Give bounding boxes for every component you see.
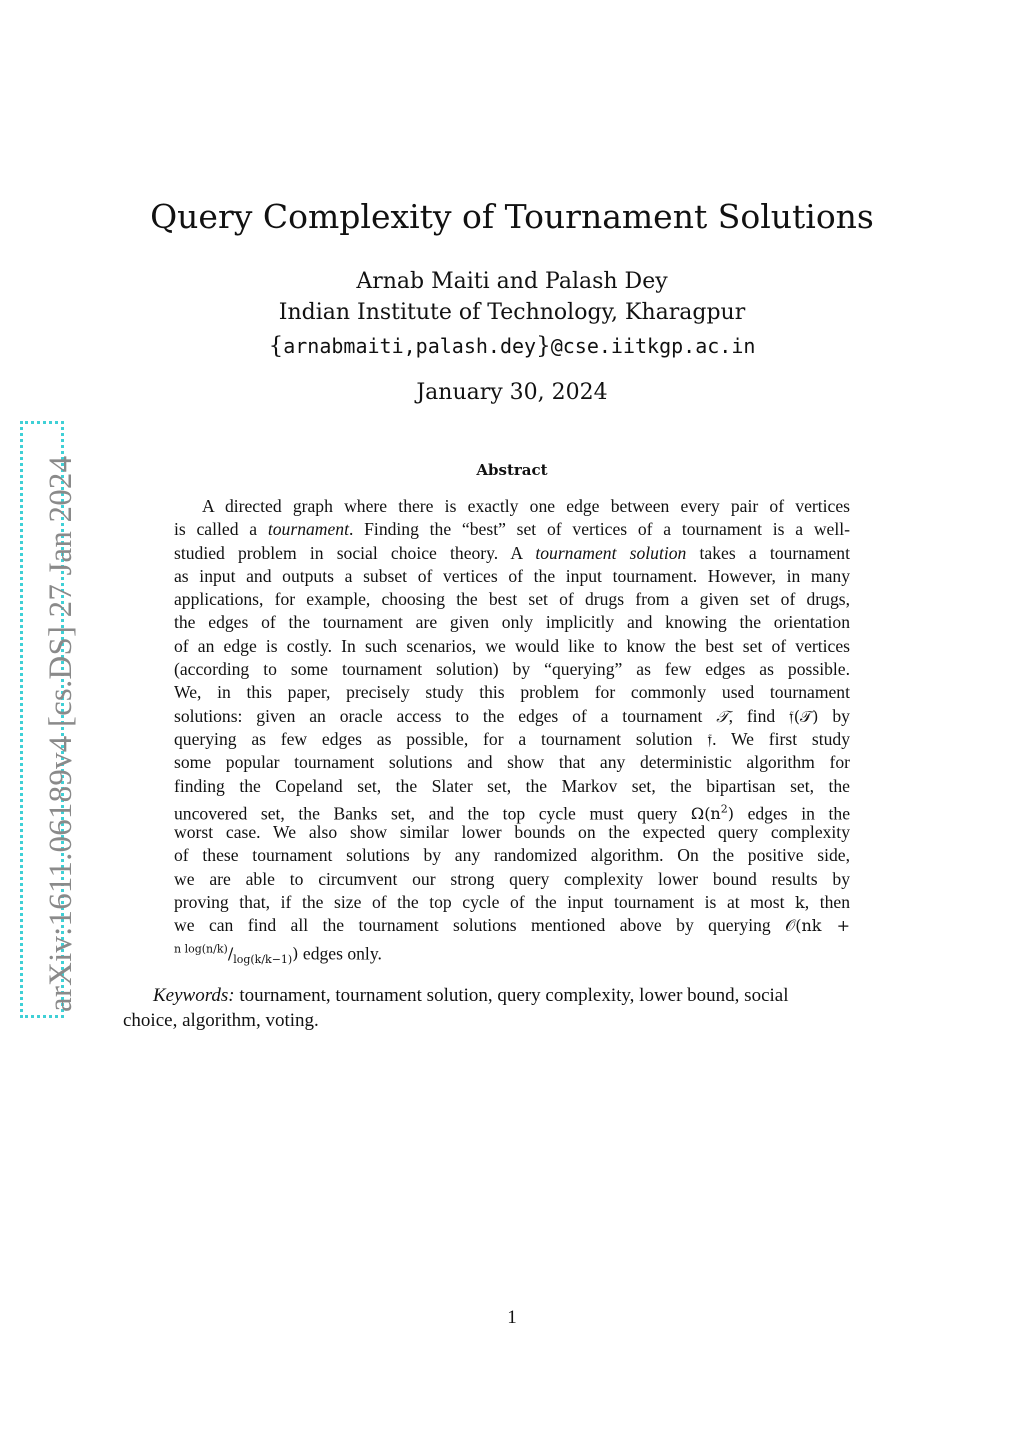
abstract-line: some popular tournament solutions and show that any deterministic algorithm for (174, 752, 850, 773)
abstract-line: we are able to circumvent our strong query complexity lower bound results by (174, 868, 850, 889)
term-tournament-solution: tournament solution (535, 542, 687, 563)
abstract-line: of an edge is costly. In such scenarios, we would like to know the best set of vertices (174, 635, 850, 656)
abstract-line: proving that, if the size of the top cycle of the input tournament is at most k, then (174, 892, 850, 913)
paper-date: January 30, 2024 (416, 380, 608, 405)
paper-affiliation: Indian Institute of Technology, Kharagpur (278, 300, 746, 325)
math-solution-of-tournament: 𝔣(𝒯) (789, 706, 819, 726)
abstract-line: as input and outputs a subset of vertices of the input tournament. However, in many (174, 565, 850, 586)
keywords-label: Keywords: (153, 985, 235, 1006)
keywords (123, 983, 901, 1033)
math-tournament: 𝒯 (716, 706, 729, 726)
math-fraction: $^{n log(n/k)}/_{log(k/k-1)}$) (174, 942, 299, 967)
abstract-line: we can find all the tournament solutions mentioned above by querying 𝒪(nk + (174, 915, 851, 936)
abstract-line: A directed graph where there is exactly one edge between every pair of vertices (202, 496, 850, 516)
keywords-list-continued: choice, algorithm, voting. (123, 1010, 319, 1031)
math-omega-n-squared: $\Omega(n^2)$ (690, 802, 734, 824)
abstract-body (174, 495, 851, 967)
email-domain: @cse.iitkgp.ac.in (550, 334, 756, 358)
abstract-heading: Abstract (476, 461, 548, 479)
email-users: arnabmaiti,palash.dey (283, 334, 537, 358)
abstract-line: finding the Copeland set, the Slater set, the Markov set, the bipartisan set, the (174, 775, 850, 796)
abstract-line: of these tournament solutions by any randomized algorithm. On the positive side, (174, 845, 850, 866)
term-tournament: tournament (267, 519, 349, 540)
paper-email: {arnabmaiti,palash.dey}@cse.iitkgp.ac.in (268, 333, 756, 359)
arxiv-identifier: arXiv:1611.06189v4 [cs.DS] 27 Jan 2024 (43, 455, 79, 1012)
paper-authors: Arnab Maiti and Palash Dey (356, 269, 668, 294)
abstract-line: $^{n log(n/k)}/_{log(k/k-1)}$) edges only. (174, 942, 382, 967)
abstract-line: applications, for example, choosing the best set of drugs from a given set of drugs, (174, 589, 850, 610)
abstract-line: the edges of the tournament are given only implicitly and knowing the orientation (174, 612, 850, 633)
math-solution: 𝔣 (707, 729, 713, 749)
abstract-line: studied problem in social choice theory. A tournament solution takes a tournament (174, 542, 850, 563)
abstract-line: uncovered set, the Banks set, and the top cycle must query $\Omega(n^2)$ edges in the (174, 802, 850, 824)
abstract-line: We, in this paper, precisely study this problem for commonly used tournament (174, 682, 850, 703)
abstract-line: (according to some tournament solution) by “querying” as few edges as possible. (174, 659, 850, 680)
page-number: 1 (507, 1307, 517, 1328)
abstract-line: solutions: given an oracle access to the edges of a tournament 𝒯, find 𝔣(𝒯) by (174, 705, 850, 726)
math-big-o: 𝒪(nk + (785, 916, 851, 936)
abstract-line: is called a tournament. Finding the “best” set of vertices of a tournament is a well- (174, 519, 850, 540)
paper-title: Query Complexity of Tournament Solutions (150, 197, 874, 236)
abstract-line: worst case. We also show similar lower bounds on the expected query complexity (174, 822, 850, 843)
math-k: k (795, 893, 805, 913)
keywords-list: tournament, tournament solution, query complexity, lower bound, social (234, 985, 789, 1006)
abstract-line: querying as few edges as possible, for a tournament solution 𝔣. We first study (174, 728, 851, 749)
